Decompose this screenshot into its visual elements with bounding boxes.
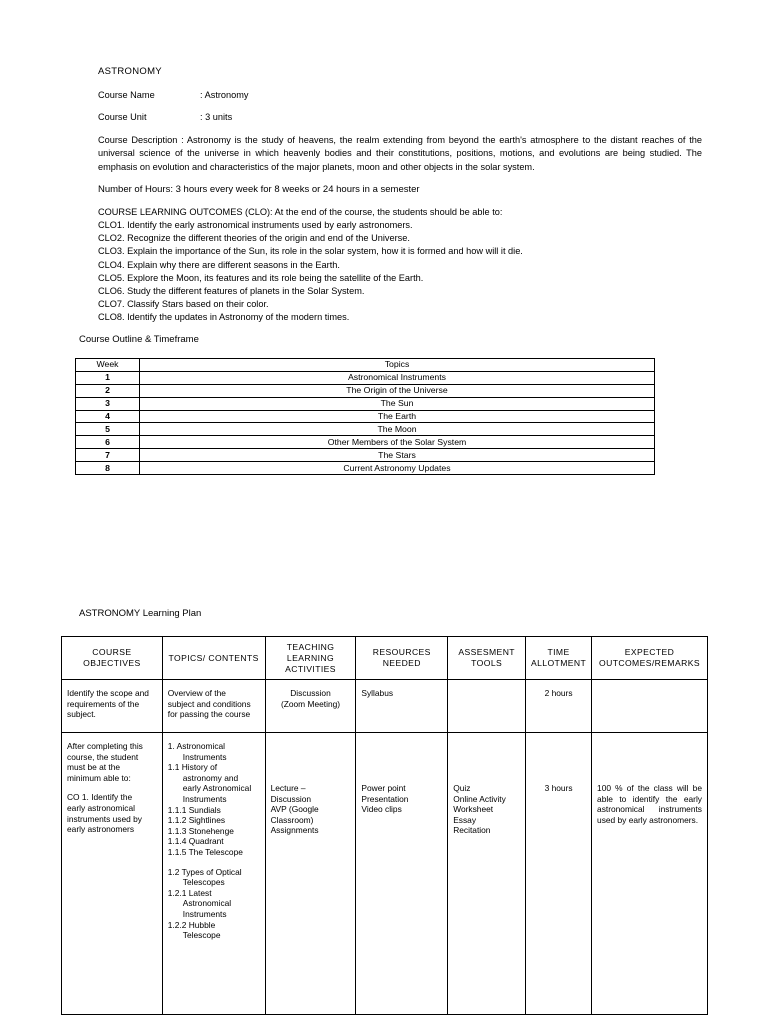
objectives-header: COURSE OBJECTIVES <box>62 637 163 680</box>
topic-cell: The Stars <box>140 449 655 462</box>
week-cell: 3 <box>76 397 140 410</box>
table-row <box>62 680 708 733</box>
clo-heading: COURSE LEARNING OUTCOMES (CLO): At the end of the course, the students should be able to: <box>98 207 503 217</box>
course-outline-table <box>75 358 655 475</box>
topic-cell: The Sun <box>140 397 655 410</box>
clo-item: CLO3. Explain the importance of the Sun, its role in the solar system, how it is formed and how will it die. <box>98 246 523 257</box>
resources-header: RESOURCES NEEDED <box>356 637 448 680</box>
time-cell: 2 hours <box>526 680 592 733</box>
topics-header: Topics <box>140 359 655 372</box>
learning-plan-title: ASTRONOMY Learning Plan <box>79 608 202 619</box>
table-row <box>76 397 655 410</box>
time-allotment-header: TIME ALLOTMENT <box>526 637 592 680</box>
week-header: Week <box>76 359 140 372</box>
topic-cell: The Earth <box>140 410 655 423</box>
clo-item: CLO1. Identify the early astronomical instruments used by early astronomers. <box>98 220 413 230</box>
table-row <box>76 462 655 475</box>
table-row <box>62 733 708 1015</box>
table-row <box>76 410 655 423</box>
topic-cell: Current Astronomy Updates <box>140 462 655 475</box>
topic-cell: Other Members of the Solar System <box>140 436 655 449</box>
outline-title: Course Outline & Timeframe <box>79 334 199 345</box>
week-cell: 1 <box>76 371 140 384</box>
activities-cell: Lecture – Discussion AVP (Google Classroom) Assignments <box>265 733 356 1015</box>
outcome-cell: 100 % of the class will be able to identify the early astronomical instruments used by early astronomers. <box>592 733 708 1015</box>
table-row <box>76 436 655 449</box>
course-unit-label: Course Unit <box>98 112 147 122</box>
expected-outcomes-header: EXPECTED OUTCOMES/REMARKS <box>592 637 708 680</box>
time-cell: 3 hours <box>526 733 592 1015</box>
course-unit-value: : 3 units <box>200 112 233 122</box>
topic-cell: The Moon <box>140 423 655 436</box>
week-cell: 5 <box>76 423 140 436</box>
number-of-hours: Number of Hours: 3 hours every week for 8 weeks or 24 hours in a semester <box>98 184 420 195</box>
table-row <box>76 423 655 436</box>
objectives-cell: After completing this course, the student must be at the minimum able to: CO 1. Identify the early astronomical instruments used by early astronomers <box>62 733 163 1015</box>
week-cell: 6 <box>76 436 140 449</box>
tools-cell: Quiz Online Activity Worksheet Essay Recitation <box>448 733 526 1015</box>
tools-cell <box>448 680 526 733</box>
course-name-label: Course Name <box>98 90 155 100</box>
learning-plan-table <box>61 636 708 1015</box>
activities-header: TEACHING LEARNING ACTIVITIES <box>265 637 356 680</box>
topics-cell: Overview of the subject and conditions for passing the course <box>162 680 265 733</box>
topics-contents-header: TOPICS/ CONTENTS <box>162 637 265 680</box>
topic-cell: Astronomical Instruments <box>140 371 655 384</box>
assessment-tools-header: ASSESMENT TOOLS <box>448 637 526 680</box>
resources-cell: Syllabus <box>356 680 448 733</box>
resources-cell: Power point Presentation Video clips <box>356 733 448 1015</box>
objectives-cell: Identify the scope and requirements of the subject. <box>62 680 163 733</box>
clo-item: CLO2. Recognize the different theories of the origin and end of the Universe. <box>98 233 410 244</box>
clo-item: CLO8. Identify the updates in Astronomy of the modern times. <box>98 312 350 323</box>
clo-item: CLO7. Classify Stars based on their color. <box>98 299 269 310</box>
table-header-row <box>76 359 655 372</box>
clo-item: CLO4. Explain why there are different seasons in the Earth. <box>98 259 340 270</box>
topics-cell: 1. Astronomical Instruments 1.1 History of astronomy and early Astronomical Instruments 1.1.1 Sundials 1.1.2 Sightlines 1.1.3 Stonehenge 1.1.4 Quadrant 1.1.5 The Telescope 1.2 Types of Optical Telescopes 1.2.1 Latest Astronomical Instruments 1.2.2 Hubble Telescope <box>162 733 265 1015</box>
outcome-cell <box>592 680 708 733</box>
clo-item: CLO5. Explore the Moon, its features and its role being the satellite of the Earth. <box>98 272 424 283</box>
table-row <box>76 384 655 397</box>
clo-list <box>98 219 523 325</box>
table-header-row <box>62 637 708 680</box>
table-row <box>76 449 655 462</box>
activities-cell: Discussion (Zoom Meeting) <box>265 680 356 733</box>
week-cell: 7 <box>76 449 140 462</box>
week-cell: 8 <box>76 462 140 475</box>
document-title: ASTRONOMY <box>98 66 162 77</box>
course-name-value: : Astronomy <box>200 90 249 100</box>
course-description: Course Description : Astronomy is the study of heavens, the realm extending from beyond the earth's atmosphere to the distant reaches of the universal science of the universe in which heavenly bodies and their constitutions, positions, motions, and evolutions are being studied. The emphasis on evolution and characteristics of the major planets, moon and other objects in the solar system. <box>98 135 702 172</box>
clo-item: CLO6. Study the different features of planets in the Solar System. <box>98 286 365 297</box>
table-row <box>76 371 655 384</box>
week-cell: 2 <box>76 384 140 397</box>
week-cell: 4 <box>76 410 140 423</box>
topic-cell: The Origin of the Universe <box>140 384 655 397</box>
